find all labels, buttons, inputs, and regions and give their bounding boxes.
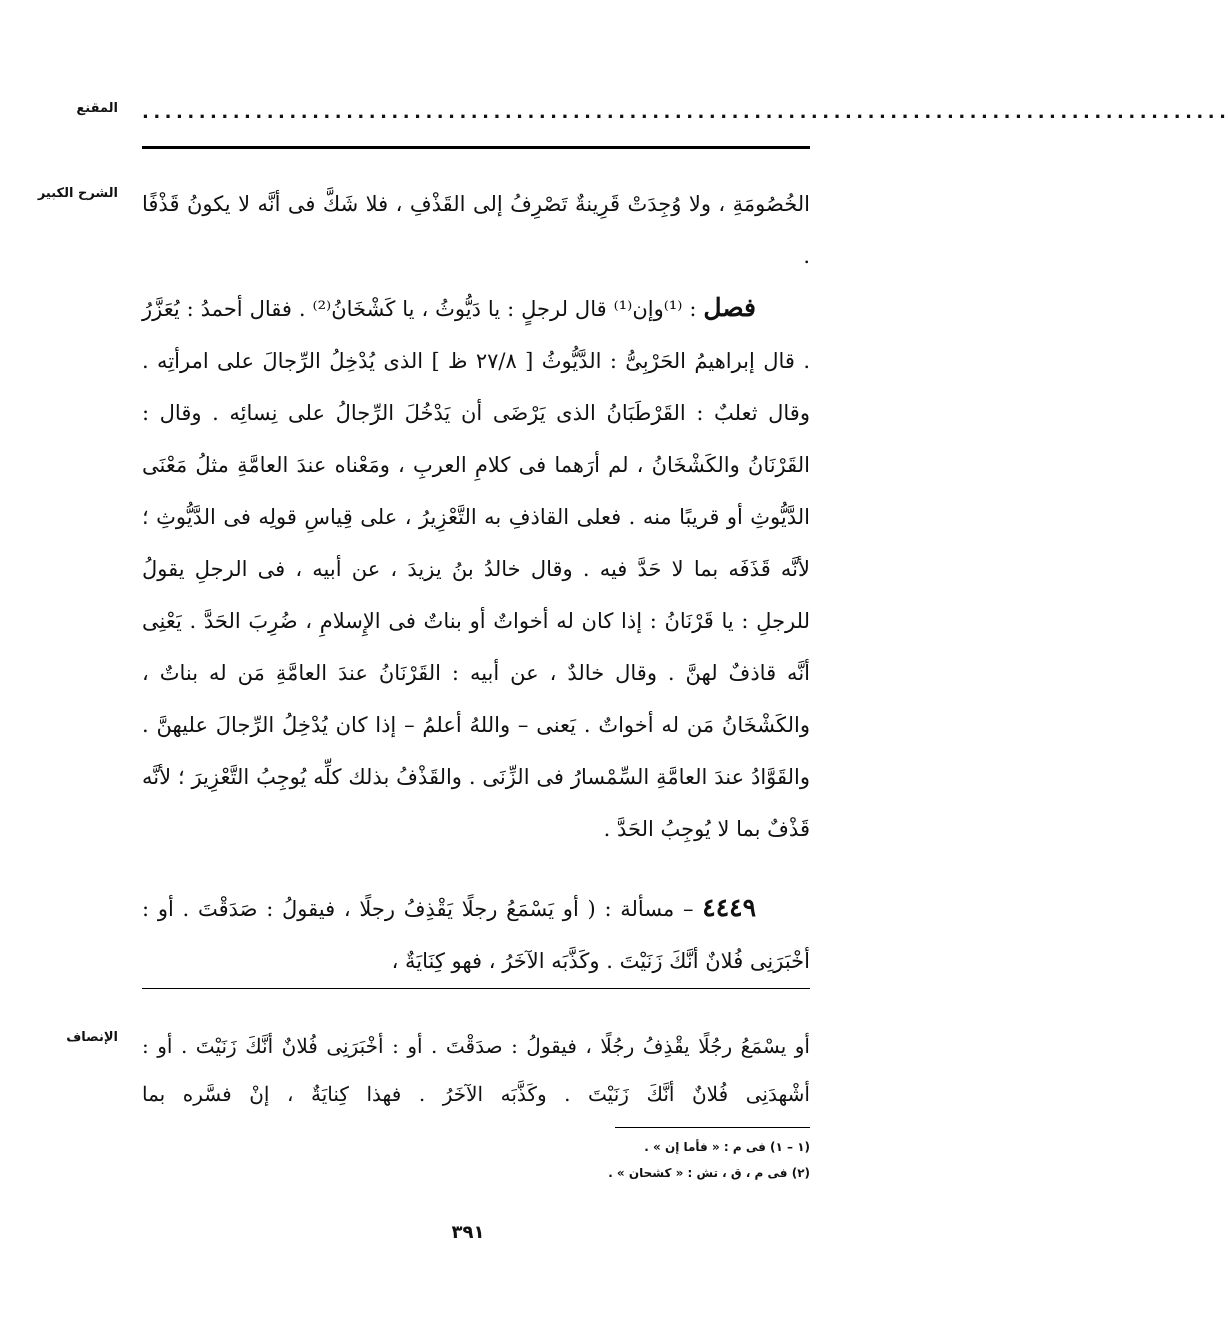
footnote-2: (٢) فى م ، ق ، تش : « كشحان » . bbox=[608, 1166, 810, 1180]
sharh-paragraph-2 bbox=[142, 282, 810, 855]
insaf-text bbox=[142, 1022, 810, 1118]
masala-paragraph bbox=[142, 882, 810, 987]
margin-label-insaf: الإنصاف bbox=[66, 1030, 118, 1045]
insaf-paragraph: أو يسْمَعُ رجُلًا يقْذِفُ رجُلًا ، فيقولُ : صدَقْتَ . أو : أخْبَرَنِى فُلانٌ أنَّكَ زَنَيْتَ . أو : أشْهدَنِى فُلانٌ أنَّكَ زَنَيْتَ . وكَذَّبَه الآخَرُ . فهذا كِنايَةٌ ، إنْ فسَّره بما bbox=[142, 1034, 810, 1106]
header-dotted-line: ................................................................................................ bbox=[142, 102, 1230, 123]
masala-body: – مسألة : ( أو يَسْمَعُ رجلًا يَقْذِفُ رجلًا ، فيقولُ : صَدَقْتَ . أو : أخْبَرَنِى فُلانٌ أنَّكَ زَنَيْتَ . وكَذَّبَه الآخَرُ ، فهو كِنَايَةٌ ، bbox=[142, 897, 810, 973]
margin-label-sharh: الشرح الكبير bbox=[37, 186, 118, 201]
header-label-muqni: المقنع bbox=[76, 101, 118, 116]
section-divider bbox=[142, 988, 810, 989]
footnotes bbox=[142, 1134, 810, 1186]
footnote-1: (١ – ١) فى م : « فأما إن » . bbox=[644, 1140, 810, 1154]
page-number: ٣٩١ bbox=[451, 1222, 485, 1243]
muqni-text bbox=[142, 882, 810, 987]
footnote-rule bbox=[615, 1127, 810, 1128]
sharh-paragraph-1: الخُصُومَةِ ، ولا وُجِدَتْ قَرِينةٌ تَصْرِفُ إلى القَذْفِ ، فلا شَكَّ فى أنَّه لا يكونُ قَذْفًا . bbox=[142, 192, 810, 268]
masala-number: ٤٤٤٩ bbox=[702, 893, 756, 922]
sharh-text bbox=[142, 178, 810, 855]
header-rule bbox=[142, 146, 810, 149]
fasl-heading: فصل bbox=[703, 293, 756, 322]
fasl-body: : ⁽¹⁾وإن⁽¹⁾ قال لرجلٍ : يا دَيُّوثُ ، يا كَشْخَانُ⁽²⁾ . فقال أحمدُ : يُعَزَّرُ . قال إبراهيمُ الحَرْبِىُّ : الدَّيُّوثُ [ ٢٧/٨ ظ ] الذى يُدْخِلُ الرِّجالَ على امرأتِه . وقال ثعلبٌ : القَرْطَبَانُ الذى يَرْضَى أن يَدْخُلَ الرِّجالُ على نِسائِه . وقال : القَرْنَانُ والكَشْخَانُ ، لم أرَهما فى كلامِ العربِ ، ومَعْناه عندَ العامَّةِ مثلُ مَعْنَى الدَّيُّوثِ أو قريبًا منه . فعلى القاذفِ به التَّعْزِيرُ ، على قِياسِ قولِه فى الدَّيُّوثِ ؛ لأنَّه قَذَفَه بما لا حَدَّ فيه . وقال خالدُ بنُ يزيدَ ، عن أبيه ، فى الرجلِ يقولُ للرجلِ : يا قَرْنَانُ : إذا كان له أخواتٌ أو بناتٌ فى الإِسلامِ ، ضُرِبَ الحَدَّ . يَعْنِى أنَّه قاذفٌ لهنَّ . وقال خالدٌ ، عن أبيه : القَرْنَانُ عندَ العامَّةِ مَن له بناتٌ ، والكَشْخَانُ مَن له أخواتٌ . يَعنى – واللهُ أعلمُ – إذا كان يُدْخِلُ الرِّجالَ عليهنَّ . والقَوَّادُ عندَ العامَّةِ السِّمْسارُ فى الزِّنَى . والقَذْفُ بذلك كلِّه يُوجِبُ التَّعْزِيرَ ؛ لأنَّه قَذْفٌ بما لا يُوجِبُ الحَدَّ . bbox=[142, 297, 810, 841]
